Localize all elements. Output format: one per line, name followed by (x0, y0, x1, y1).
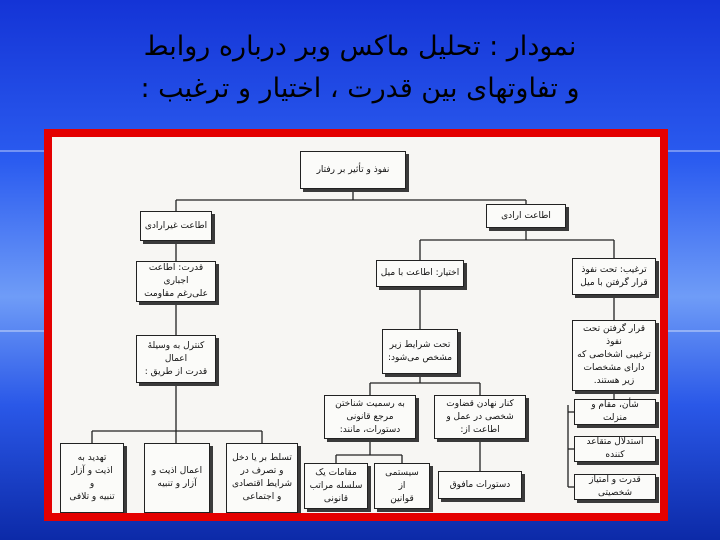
node-legal-hierarchy: مقامات یک سلسله مراتب قانونی (304, 463, 368, 509)
node-authority: اختیار: اطاعت با میل (376, 260, 464, 287)
node-persuasive-influence: قرار گرفتن تحت نفوذ ترغیبی اشخاصی که دارای مشخصات زیر هستند. (572, 320, 656, 391)
node-influence-behavior: نفوذ و تأثیر بر رفتار (300, 151, 406, 189)
node-involuntary-obedience: اطاعت غیرارادی (140, 211, 212, 241)
node-persuasive-reasoning: استدلال متقاعد کننده (574, 436, 656, 462)
node-system-of-laws: سیستمی از قوانین (374, 463, 430, 509)
node-voluntary-obedience: اطاعت ارادی (486, 204, 566, 228)
node-coercive-power: قدرت: اطاعت اجباری علی‌رغم مقاومت (136, 261, 216, 302)
diagram-frame (44, 129, 668, 521)
node-status-rank: شأن، مقام و منزلت (574, 399, 656, 425)
slide-title-line-2: و تفاوتهای بین قدرت ، اختیار و ترغیب : (140, 73, 580, 104)
node-superior-orders: دستورات مافوق (438, 471, 522, 499)
node-persuasion: ترغیب: تحت نفوذ قرار گرفتن با میل (572, 258, 656, 295)
slide-title (20, 26, 700, 110)
node-harm-punishment: اعمال اذیت و آزار و تنبیه (144, 443, 210, 513)
node-control-by-power: کنترل به وسیلهٔ اعمال قدرت از طریق : (136, 335, 216, 383)
node-economic-social-domination: تسلط بر یا دخل و تصرف در شرایط اقتصادی و اجتماعی (226, 443, 298, 513)
node-suspend-judgment: کنار نهادن قضاوت شخصی در عمل و اطاعت از: (434, 395, 526, 439)
diagram-paper (52, 137, 660, 513)
slide-title-line-1: نمودار : تحلیل ماکس وبر درباره روابط (143, 31, 577, 62)
node-threat: تهدید به اذیت و آزار و تنبیه و تلافی (60, 443, 124, 513)
node-legal-recognition: به رسمیت شناختن مرجع قانونی دستورات، مانند: (324, 395, 416, 439)
node-charisma: قدرت و امتیاز شخصیتی (574, 474, 656, 500)
node-conditions: تحت شرایط زیر مشخص می‌شود: (382, 329, 458, 374)
